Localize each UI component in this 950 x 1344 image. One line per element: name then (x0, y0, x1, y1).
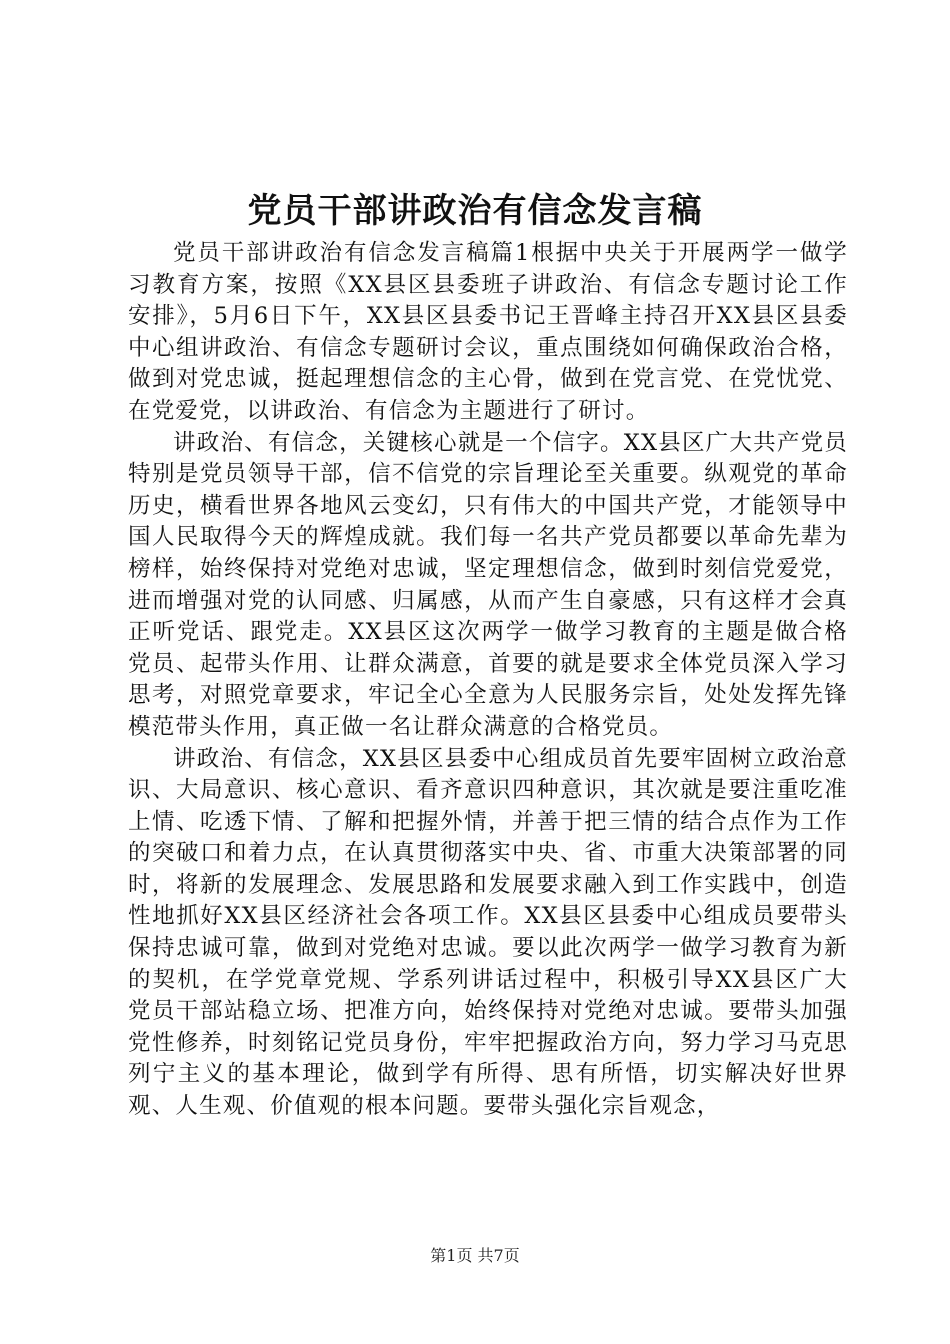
page-footer: 第1页 共7页 (430, 1246, 520, 1265)
paragraph: 讲政治、有信念，关键核心就是一个信字。XX县区广大共产党员特别是党员领导干部，信不信党的宗旨理论至关重要。纵观党的革命历史，横看世界各地风云变幻，只有伟大的中国共产党，才能领导中国人民取得今天的辉煌成就。我们每一名共产党员都要以革命先辈为榜样，始终保持对党绝对忠诚，坚定理想信念，做到时刻信党爱党，进而增强对党的认同感、归属感，从而产生自豪感，只有这样才会真正听党话、跟党走。XX县区这次两学一做学习教育的主题是做合格党员、起带头作用、让群众满意，首要的就是要求全体党员深入学习思考，对照党章要求，牢记全心全意为人民服务宗旨，处处发挥先锋模范带头作用，真正做一名让群众满意的合格党员。 (128, 429, 848, 740)
document-body (128, 238, 848, 1123)
paragraph: 讲政治、有信念，XX县区县委中心组成员首先要牢固树立政治意识、大局意识、核心意识、看齐意识四种意识，其次就是要注重吃准上情、吃透下情、了解和把握外情，并善于把三情的结合点作为工作的突破口和着力点，在认真贯彻落实中央、省、市重大决策部署的同时，将新的发展理念、发展思路和发展要求融入到工作实践中，创造性地抓好XX县区经济社会各项工作。XX县区县委中心组成员要带头保持忠诚可靠，做到对党绝对忠诚。要以此次两学一做学习教育为新的契机，在学党章党规、学系列讲话过程中，积极引导XX县区广大党员干部站稳立场、把准方向，始终保持对党绝对忠诚。要带头加强党性修养，时刻铭记党员身份，牢牢把握政治方向，努力学习马克思列宁主义的基本理论，做到学有所得、思有所悟，切实解决好世界观、人生观、价值观的根本问题。要带头强化宗旨观念， (128, 745, 848, 1120)
paragraph: 党员干部讲政治有信念发言稿篇1根据中央关于开展两学一做学习教育方案，按照《XX县区县委班子讲政治、有信念专题讨论工作安排》，5月6日下午，XX县区县委书记王晋峰主持召开XX县区县委中心组讲政治、有信念专题研讨会议，重点围绕如何确保政治合格，做到对党忠诚，挺起理想信念的主心骨，做到在党言党、在党忧党、在党爱党，以讲政治、有信念为主题进行了研讨。 (128, 240, 848, 424)
document-title: 党员干部讲政治有信念发言稿 (247, 191, 703, 231)
